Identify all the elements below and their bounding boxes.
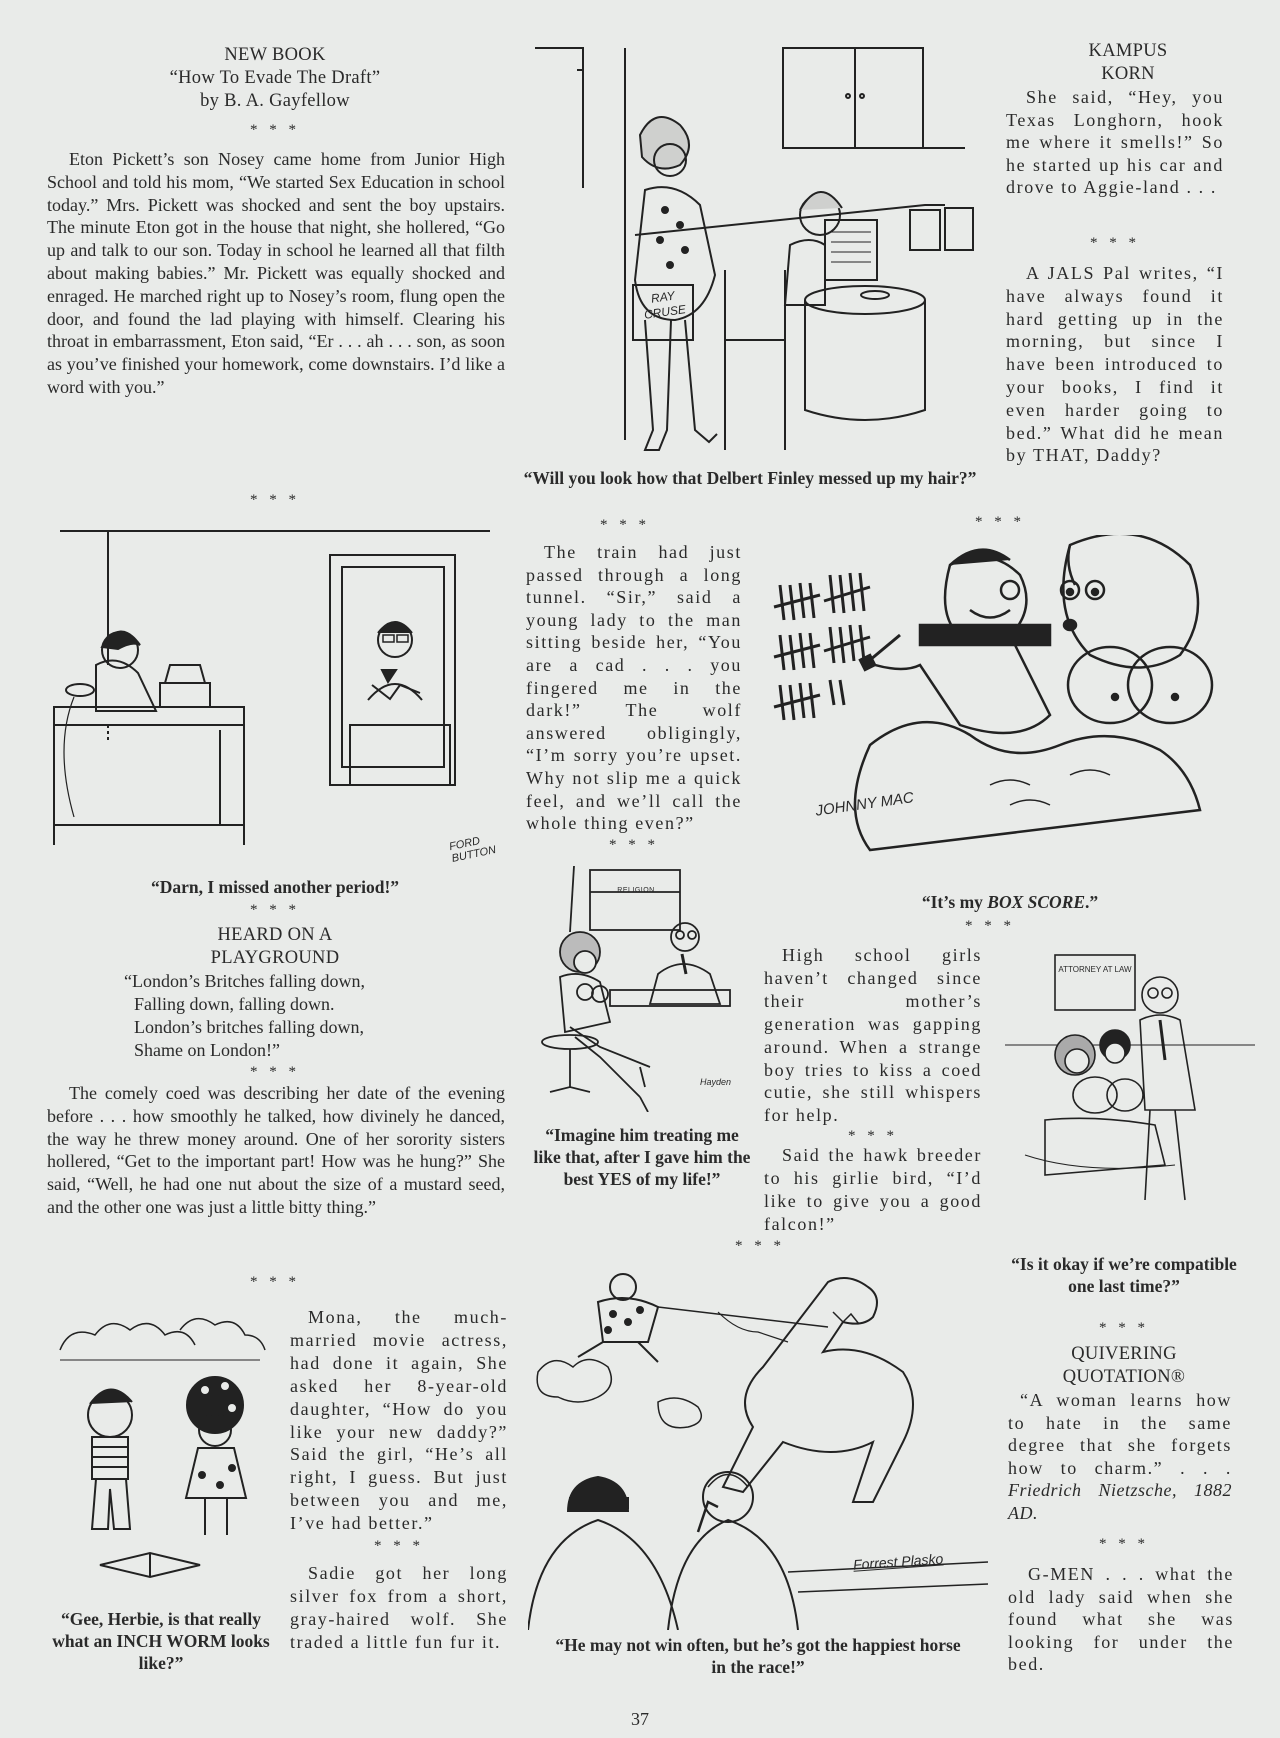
inch-worm-cartoon	[50, 1300, 280, 1600]
separator-stars: * * *	[1090, 235, 1140, 251]
inch-worm-caption: “Gee, Herbie, is that really what an INCH WORM looks like?”	[52, 1609, 270, 1673]
separator-stars: * * *	[848, 1128, 898, 1144]
compatible-caption: “Is it okay if we’re compatible one last time?”	[1011, 1254, 1237, 1296]
playground-title-line2: PLAYGROUND	[210, 948, 340, 968]
new-book-body: Eton Pickett’s son Nosey came home from Junior High School and told his mom, “We started Sex Education in school today.” Mrs. Pickett was shocked and sent the boy upstairs. The minute Eton got in the house that night, she hollered, “Go up and talk to our son. Today in school he learned all that filth about making babies.” Mr. Pickett was equally shocked and enraged. He marched right up to Nosey’s room, flung open the door, and found the lad playing with himself. Clearing his throat in embarrassment, Eton said, “Er . . . ah . . . son, as soon as you’ve finished your homework, come downstairs. I’d like a word with you.”	[47, 149, 505, 397]
horse-cartoon	[528, 1262, 988, 1630]
kampus-korn-title-line2: KORN	[1101, 64, 1155, 84]
kampus-korn-title-line1: KAMPUS	[1088, 41, 1168, 61]
separator-stars: * * *	[250, 492, 300, 508]
playground-title-line1: HEARD ON A	[217, 925, 333, 945]
separator-stars: * * *	[735, 1238, 785, 1254]
playground-verse	[124, 970, 504, 1062]
high-school-body: High school girls haven’t changed since their mother’s generation was gapping around. When a strange boy tries to kiss a coed cutie, she still whispers for help.	[764, 945, 982, 1126]
jals-pal-body: A JALS Pal writes, “I have always found it hard getting up in the morning, but since I have been introduced to your books, I find it even harder going to bed.” What did he mean by THAT, Daddy?	[1006, 263, 1224, 466]
box-score-caption-suffix: .”	[1085, 892, 1099, 912]
g-men-body: G-MEN . . . what the old lady said when she found what she was looking for under the bed.	[1008, 1564, 1234, 1675]
separator-stars: * * *	[250, 1274, 300, 1290]
horse-caption: “He may not win often, but he’s got the happiest horse in the race!”	[555, 1635, 961, 1677]
new-book-author: by B. A. Gayfellow	[200, 91, 350, 111]
compatible-cartoon	[1005, 945, 1255, 1215]
separator-stars: * * *	[374, 1538, 424, 1554]
period-cartoon	[50, 525, 510, 870]
imagine-caption: “Imagine him treating me like that, after I gave him the best YES of my life!”	[533, 1125, 751, 1189]
quivering-title-line1: QUIVERING	[1071, 1344, 1177, 1364]
horse-signature: Forrest Plasko	[852, 1550, 944, 1573]
period-signature: FORD BUTTON	[448, 835, 498, 865]
verse-line: Falling down, falling down.	[134, 994, 335, 1014]
imagine-cartoon	[530, 862, 750, 1112]
hair-cartoon	[525, 40, 985, 460]
verse-line: “London’s Britches falling down,	[124, 971, 365, 991]
quivering-title-line2: QUOTATION®	[1062, 1367, 1186, 1387]
box-score-cartoon	[770, 535, 1260, 865]
coed-body: The comely coed was describing her date of the evening before . . . how smoothly he talked, how divinely he danced, the way he threw money around. One of her sorority sisters hollered, “Get to the important part! How was he hung?” She said, “Well, he had one nut about the size of a mustard seed, and the other one was just a little bitty thing.”	[47, 1083, 505, 1217]
sadie-body: Sadie got her long silver fox from a short, gray-haired wolf. She traded a little fun fur it.	[290, 1563, 508, 1652]
hawk-body: Said the hawk breeder to his girlie bird, “I’d like to give you a good falcon!”	[764, 1145, 982, 1234]
separator-stars: * * *	[965, 918, 1015, 934]
new-book-subtitle: “How To Evade The Draft”	[169, 68, 381, 88]
period-caption: “Darn, I missed another period!”	[150, 877, 400, 897]
quivering-quote	[1008, 1389, 1232, 1525]
kampus-korn-body: She said, “Hey, you Texas Longhorn, hook me where it smells!” So he started up his car and drove to Aggie-land . . .	[1006, 87, 1224, 198]
mona-body: Mona, the much-married movie actress, had done it again, She asked her 8-year-old daughter, “How do you like your new daddy?” Said the girl, “He’s all right, I guess. But just between you and me, I’ve had better.”	[290, 1307, 508, 1534]
page-number: 37	[631, 1709, 649, 1729]
separator-stars: * * *	[250, 902, 300, 918]
verse-line: Shame on London!”	[134, 1040, 280, 1060]
compatible-sign-text: ATTORNEY AT LAW	[1058, 965, 1132, 974]
box-score-signature: JOHNNY MAC	[814, 789, 915, 820]
quivering-quote-text: “A woman learns how to hate in the same degree that she forgets how to charm.” . . .	[1008, 1390, 1232, 1478]
separator-stars: * * *	[609, 837, 659, 853]
new-book-title: NEW BOOK	[224, 45, 326, 65]
hair-caption: “Will you look how that Delbert Finley messed up my hair?”	[523, 468, 977, 488]
box-score-caption-prefix: “It’s my	[921, 892, 988, 912]
separator-stars: * * *	[600, 517, 650, 533]
train-body: The train had just passed through a long tunnel. “Sir,” said a young lady to the man sitting beside her, “You are a cad . . . you fingered me in the dark!” The wolf answered obligingly, “I’m sorry you’re upset. Why not slip me a quick feel, and we’ll call the whole thing even?”	[526, 542, 742, 834]
quivering-attribution: Friedrich Nietzsche, 1882 AD.	[1008, 1480, 1232, 1523]
verse-line: London’s britches falling down,	[134, 1017, 364, 1037]
separator-stars: * * *	[250, 122, 300, 138]
box-score-caption	[760, 891, 1260, 914]
imagine-sign-text: RELIGION	[617, 887, 655, 894]
separator-stars: * * *	[975, 514, 1025, 530]
separator-stars: * * *	[1099, 1536, 1149, 1552]
hair-signature: RAY CRUSE	[643, 288, 687, 322]
box-score-caption-em: BOX SCORE	[987, 892, 1086, 912]
imagine-signature: Hayden	[700, 1077, 732, 1087]
separator-stars: * * *	[250, 1064, 300, 1080]
separator-stars: * * *	[1099, 1320, 1149, 1336]
